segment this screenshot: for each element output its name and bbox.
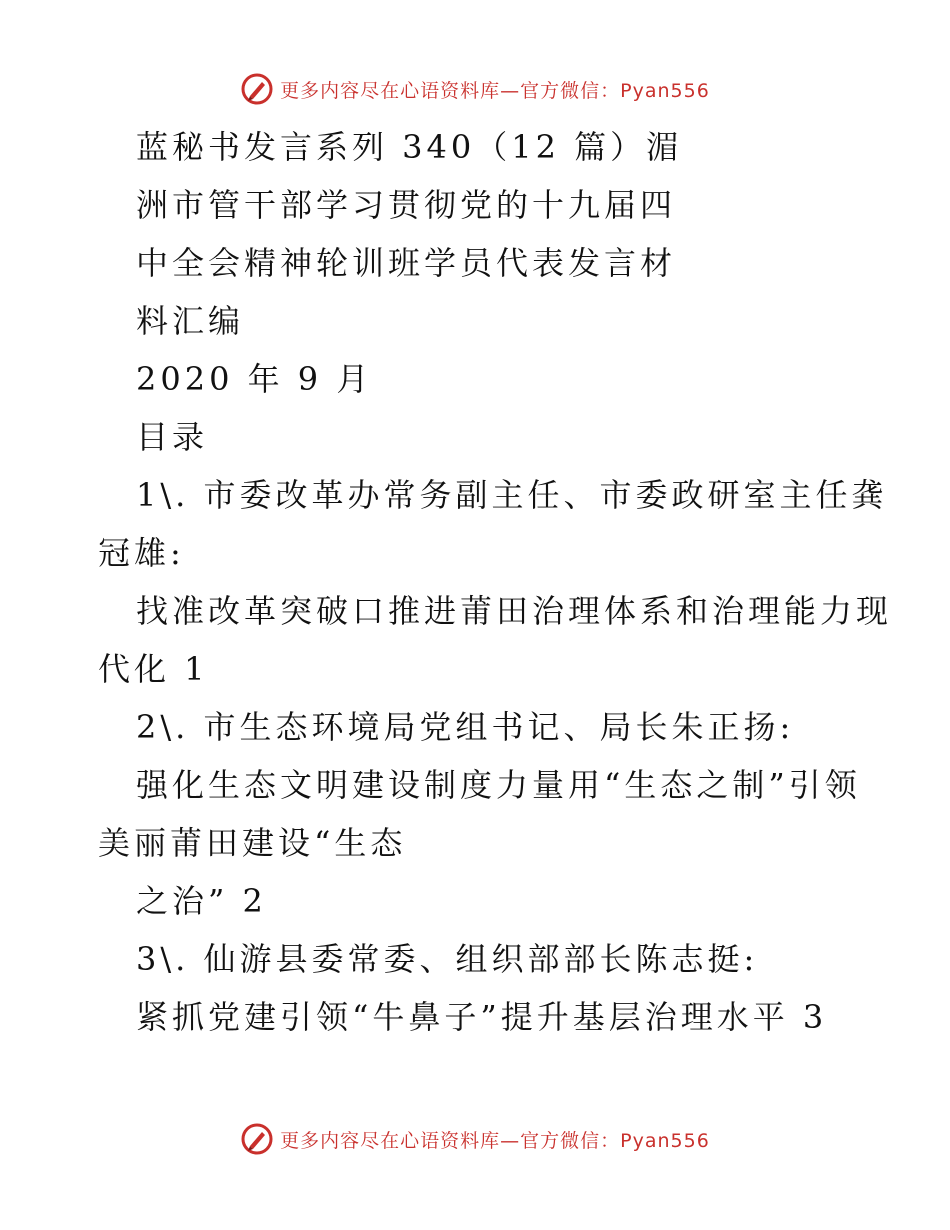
text-line: 洲市管干部学习贯彻党的十九届四	[136, 186, 677, 224]
pen-logo-icon	[240, 72, 274, 106]
text-line: 中全会精神轮训班学员代表发言材	[136, 244, 677, 282]
pen-logo-icon	[240, 1122, 274, 1156]
text-line: 3\. 仙游县委常委、组织部部长陈志挺:	[136, 940, 759, 978]
watermark-text: 更多内容尽在心语资料库—官方微信：Pyan556	[280, 1129, 710, 1152]
text-line: 目录	[136, 418, 209, 456]
text-line: 2020 年 9 月	[136, 360, 373, 398]
text-line: 之治” 2	[136, 882, 267, 920]
header-watermark	[0, 72, 950, 106]
text-line: 强化生态文明建设制度力量用“生态之制”引领	[136, 766, 861, 804]
text-line: 1\. 市委改革办常务副主任、市委政研室主任龚	[136, 476, 888, 514]
text-line: 冠雄:	[98, 534, 185, 572]
text-line: 料汇编	[136, 302, 245, 340]
text-line: 紧抓党建引领“牛鼻子”提升基层治理水平 3	[136, 998, 828, 1036]
watermark-text: 更多内容尽在心语资料库—官方微信：Pyan556	[280, 79, 710, 102]
text-line: 代化 1	[98, 650, 209, 688]
text-line: 找准改革突破口推进莆田治理体系和治理能力现	[136, 592, 893, 630]
text-line: 蓝秘书发言系列 340（12 篇）湄	[136, 128, 683, 166]
text-line: 美丽莆田建设“生态	[98, 824, 407, 862]
footer-watermark	[0, 1122, 950, 1156]
document-body	[98, 118, 893, 1046]
text-line: 2\. 市生态环境局党组书记、局长朱正扬:	[136, 708, 795, 746]
